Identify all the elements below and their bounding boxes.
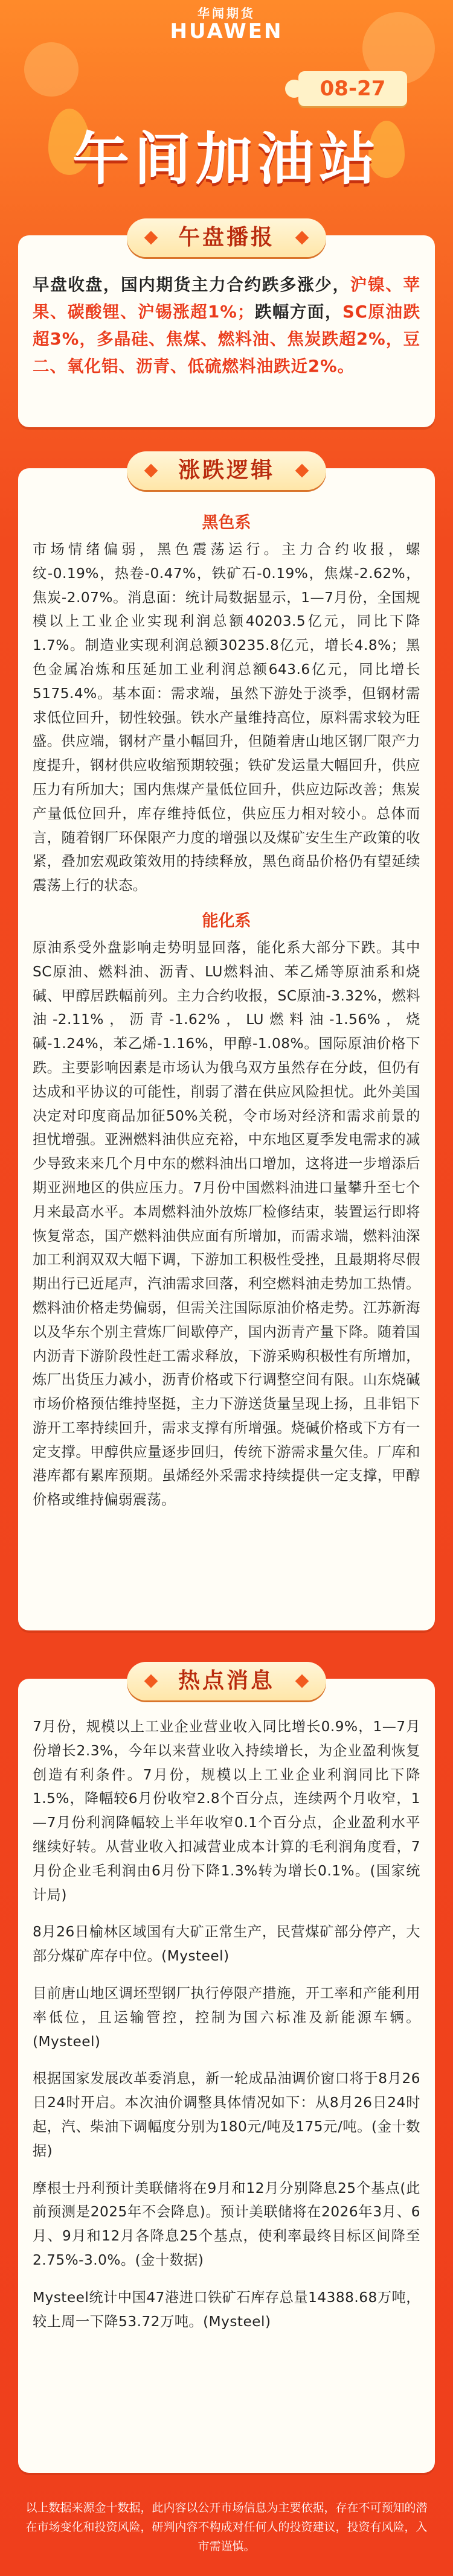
news-text: 7月份，规模以上工业企业营业收入同比增长0.9%，1—7月份增长2.3%，今年以来营业收入持续增长，为企业盈利恢复创造有利条件。7月份，规模以上工业企业利润同比下降1.5%，降幅较6月份收窄2.8个百分点，连续两个月收窄，1—7月份利润降幅较上半年收窄0.1个百分点，企业盈利水平继续好转。从营业收入扣减营业成本计算的毛利润角度看，7月份企业毛利润由6月份下降1.3%转为增长0.1%。(国家统计局) <box>33 1719 420 1903</box>
briefing-highlight: SC原油跌超3%，多晶硅、焦煤、燃料油、焦炭跌超2%，豆二、氧化铝、沥青、低硫燃料油跌近2%。 <box>33 302 421 376</box>
brand-logo <box>0 0 453 42</box>
news-item <box>33 1920 420 1968</box>
briefing-part: 跌幅方面， <box>254 302 342 322</box>
energy-series-text: 原油系受外盘影响走势明显回落，能化系大部分下跌。其中SC原油、燃料油、沥青、LU燃料油、苯乙烯等原油系和烧碱、甲醇居跌幅前列。主力合约收报，SC原油-3.32%，燃料油-2.11%，沥青-1.62%，LU燃料油-1.56%，烧碱-1.24%，苯乙烯-1.16%，甲醇-1.08%。国际原油价格下跌。主要影响因素是市场认为俄乌双方虽然存在分歧，但仍有达成和平协议的可能性，削弱了潜在供应风险担忧。此外美国决定对印度商品加征50%关税，令市场对经济和需求前景的担忧增强。亚洲燃料油供应充裕，中东地区夏季发电需求的减少导致来来几个月中东的燃料油出口增加，这将进一步增添后期亚洲地区的供应压力。7月份中国燃料油进口量攀升至七个月来最高水平。本周燃料油外放炼厂检修结束，装置运行即将恢复常态，国产燃料油供应面有所增加，而需求端，燃料油深加工利润双双大幅下调，下游加工积极性受挫，且最期将尽假期出行已近尾声，汽油需求回落，利空燃料油走势加工热情。燃料油价格走势偏弱，但需关注国际原油价格走势。江苏新海以及华东个别主营炼厂间歇停产，国内沥青产量下降。随着国内沥青下游阶段性赶工需求释放，下游采购积极性有所增加，炼厂出货压力减小，沥青价格或下行调整空间有限。山东烧碱市场价格预估维持坚挺，主力下游送货量呈现上扬，且非铝下游开工率持续回升，需求支撑有所增强。烧碱价格或下方有一定支撑。甲醇供应量逐步回归，传统下游需求量欠佳。厂库和港库都有累库预期。虽烯经外采需求持续提供一定支撑，甲醇价格或维持偏弱震荡。 <box>33 939 420 1509</box>
news-text: Mysteel统计中国47港进口铁矿石库存总量14388.68万吨，较上周一下降53.72万吨。(Mysteel) <box>33 2289 420 2330</box>
briefing-text <box>33 272 420 380</box>
black-series-title: 黑色系 <box>202 514 251 532</box>
header <box>0 0 453 237</box>
news-text: 根据国家发展改革委消息，新一轮成品油调价窗口将于8月26日24时开启。本次油价调整具体情况如下：从8月26日24时起，汽、柴油下调幅度分别为180元/吨及175元/吨。(金十数据) <box>33 2070 420 2159</box>
news-item <box>33 2177 420 2272</box>
news-card <box>18 1668 435 2473</box>
brand-en: HUAWEN <box>170 19 283 43</box>
brand-cn: 华闻期货 <box>198 6 255 21</box>
news-text: 8月26日榆林区域国有大矿正常生产，民营煤矿部分停产，大部分煤矿库存中位。(Mysteel) <box>33 1924 420 1965</box>
briefing-part: 早盘收盘，国内期货主力合约跌多涨少， <box>33 275 350 294</box>
logic-card <box>18 458 435 1630</box>
energy-series-title: 能化系 <box>202 911 251 930</box>
news-text: 摩根士丹利预计美联储将在9月和12月分别降息25个基点(此前预测是2025年不会降息)。预计美联储将在2026年3月、6月、9月和12月各降息25个基点，使利率最终目标区间降至2.75%-3.0%。(金十数据) <box>33 2180 420 2268</box>
briefing-highlight: 沪镍、苹果、碳酸锂、沪锡涨超1%； <box>33 275 421 322</box>
black-series-text: 市场情绪偏弱，黑色震荡运行。主力合约收报，螺纹-0.19%，热卷-0.47%，铁矿石-0.19%，焦煤-2.62%，焦炭-2.07%。消息面：统计局数据显示，1—7月份，全国规模以上工业企业实现利润总额40203.5亿元，同比下降1.7%。制造业实现利润总额30235.8亿元，增长4.8%；黑色金属冶炼和压延加工业利润总额643.6亿元，同比增长5175.4%。基本面：需求端，虽然下游处于淡季，但钢材需求低位回升，韧性较强。铁水产量维持高位，原料需求较为旺盛。供应端，钢材产量小幅回升，但随着唐山地区钢厂限产力度提升，钢材供应收缩预期较强；铁矿发运量大幅回升，供应压力有所加大；国内焦煤产量低位回升，供应边际改善；焦炭产量低位回升，库存维持低位，供应压力相对较小。总体而言，随着钢厂环保限产力度的增强以及煤矿安生生产政策的收紧，叠加宏观政策效用的持续释放，黑色商品价格仍有望延续震荡上行的状态。 <box>33 541 420 894</box>
logic-title: 涨跌逻辑 <box>127 451 326 490</box>
briefing-card <box>18 225 435 427</box>
briefing-title: 午盘播报 <box>127 218 326 257</box>
news-item <box>33 1982 420 2053</box>
page-title: 午间加油站 <box>72 127 381 192</box>
decoration <box>24 42 79 97</box>
date-badge: 08-27 <box>298 71 407 106</box>
news-text: 目前唐山地区调坯型钢厂执行停限产措施，开工率和产能利用率低位，且运输管控，控制为国六标准及新能源车辆。(Mysteel) <box>33 1985 420 2050</box>
news-item <box>33 2286 420 2334</box>
news-item <box>33 1715 420 1907</box>
disclaimer: 以上数据来源金十数据，此内容以公开市场信息为主要依据，存在不可预知的潜在市场变化和投资风险，研判内容不构成对任何人的投资建议，投资有风险，入市需谨慎。 <box>25 2501 428 2553</box>
news-item <box>33 2067 420 2163</box>
news-title: 热点消息 <box>127 1662 326 1700</box>
